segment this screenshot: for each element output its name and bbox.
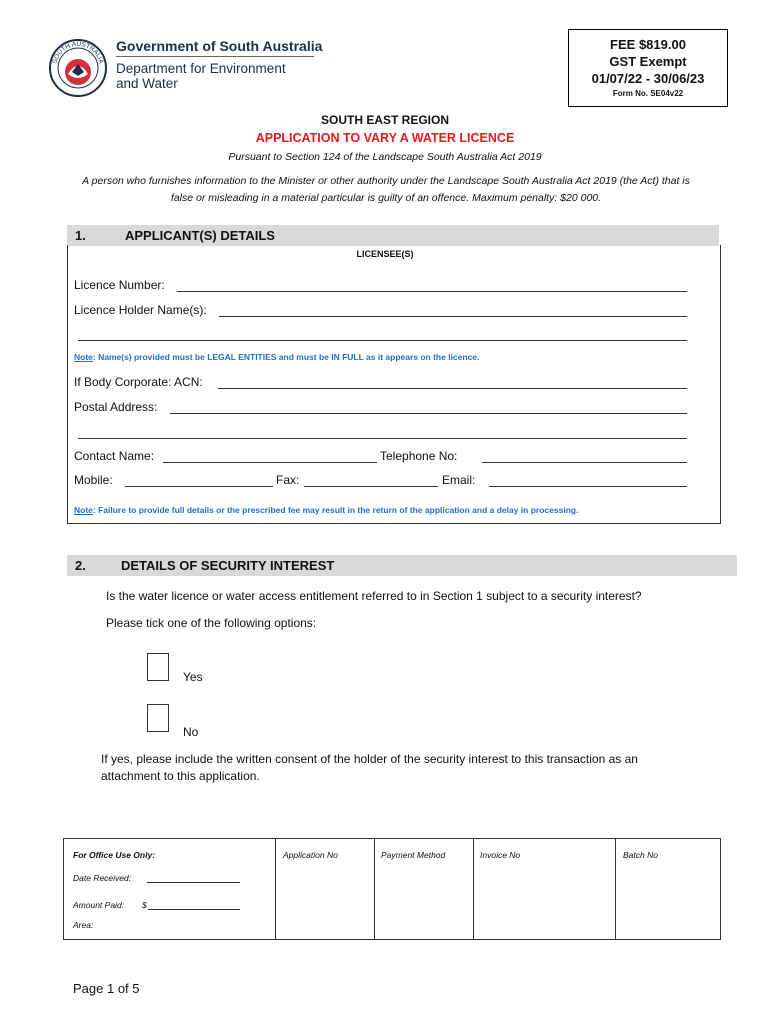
processing-note <box>74 505 578 515</box>
office-use-table <box>63 838 721 940</box>
yes-checkbox[interactable] <box>147 653 169 681</box>
fax-field[interactable] <box>304 486 438 487</box>
gst-status: GST Exempt <box>609 54 687 69</box>
mobile-label: Mobile: <box>74 473 113 487</box>
licensee-subheading: LICENSEE(S) <box>356 249 414 259</box>
no-label: No <box>183 725 199 739</box>
application-no-label: Application No <box>283 850 338 860</box>
email-field[interactable] <box>489 486 687 487</box>
section-2-header <box>67 555 737 576</box>
pursuant-line: Pursuant to Section 124 of the Landscape South Australia Act 2019 <box>228 151 542 163</box>
postal-address-label: Postal Address: <box>74 400 158 414</box>
date-received-label: Date Received: <box>73 873 132 883</box>
note-prefix: Note <box>74 505 93 515</box>
contact-name-label: Contact Name: <box>74 449 155 463</box>
header-rule <box>116 56 314 57</box>
section-1-title: APPLICANT(S) DETAILS <box>125 228 275 243</box>
office-use-heading: For Office Use Only: <box>73 850 156 860</box>
penalty-warning: A person who furnishes information to the Minister or other authority under the Landscape South Australia Act 2019 (the Act) that is false or misleading in a material particular is guilty of an offence. Maximum penalty: $20 000. <box>82 175 690 204</box>
consent-instruction-line-2: attachment to this application. <box>101 769 260 783</box>
telephone-label: Telephone No: <box>380 449 458 463</box>
amount-paid-label: Amount Paid: <box>73 900 125 910</box>
telephone-field[interactable] <box>482 462 687 463</box>
batch-no-label: Batch No <box>623 850 658 860</box>
yes-label: Yes <box>183 670 203 684</box>
postal-address-field-line-2[interactable] <box>78 438 687 439</box>
legal-entities-note <box>74 352 479 362</box>
office-col-divider <box>275 839 276 939</box>
application-title: APPLICATION TO VARY A WATER LICENCE <box>255 131 515 145</box>
department-line-1: Department for Environment <box>116 61 286 76</box>
government-title: Government of South Australia <box>116 38 323 54</box>
section-2-number: 2. <box>75 558 86 573</box>
region-heading: SOUTH EAST REGION <box>320 113 449 127</box>
office-col-divider <box>615 839 616 939</box>
licence-number-label: Licence Number: <box>74 278 165 292</box>
tick-instruction: Please tick one of the following options: <box>106 616 317 630</box>
licence-number-field[interactable] <box>177 291 687 292</box>
department-name <box>116 61 286 91</box>
amount-dollar-sign: $ <box>142 900 147 910</box>
fee-box <box>568 29 728 107</box>
contact-name-field[interactable] <box>163 462 377 463</box>
area-label: Area: <box>73 920 94 930</box>
fax-label: Fax: <box>276 473 300 487</box>
page-number: Page 1 of 5 <box>73 981 140 996</box>
invoice-no-label: Invoice No <box>480 850 521 860</box>
acn-field[interactable] <box>218 388 687 389</box>
department-line-2: and Water <box>116 76 178 91</box>
acn-label: If Body Corporate: ACN: <box>74 375 203 389</box>
holder-names-field[interactable] <box>219 316 687 317</box>
holder-names-field-line-2[interactable] <box>78 340 687 341</box>
fee-period: 01/07/22 - 30/06/23 <box>591 71 705 86</box>
no-checkbox[interactable] <box>147 704 169 732</box>
section-1-header <box>67 225 719 246</box>
section-1-number: 1. <box>75 228 86 243</box>
security-interest-question: Is the water licence or water access entitlement referred to in Section 1 subject to a security interest? <box>106 589 642 603</box>
section-2-title: DETAILS OF SECURITY INTEREST <box>121 558 335 573</box>
fee-amount: FEE $819.00 <box>610 37 686 52</box>
note-text: : Name(s) provided must be LEGAL ENTITIES and must be IN FULL as it appears on the licence. <box>92 352 480 362</box>
logo-ring-text: SOUTH AUSTRALIA <box>51 40 105 65</box>
date-received-field[interactable] <box>147 882 240 883</box>
holder-names-label: Licence Holder Name(s): <box>74 303 207 317</box>
amount-paid-field[interactable] <box>148 909 240 910</box>
email-label: Email: <box>442 473 476 487</box>
payment-method-label: Payment Method <box>381 850 446 860</box>
note-text: : Failure to provide full details or the prescribed fee may result in the return of the application and a delay in processing. <box>92 505 579 515</box>
postal-address-field[interactable] <box>170 413 687 414</box>
office-col-divider <box>374 839 375 939</box>
note-prefix: Note <box>74 352 93 362</box>
form-number: Form No. SE04v22 <box>612 89 684 98</box>
mobile-field[interactable] <box>125 486 273 487</box>
government-crest-logo <box>48 38 108 98</box>
consent-instruction-line-1: If yes, please include the written consent of the holder of the security interest to this transaction as an <box>101 752 638 766</box>
office-col-divider <box>473 839 474 939</box>
